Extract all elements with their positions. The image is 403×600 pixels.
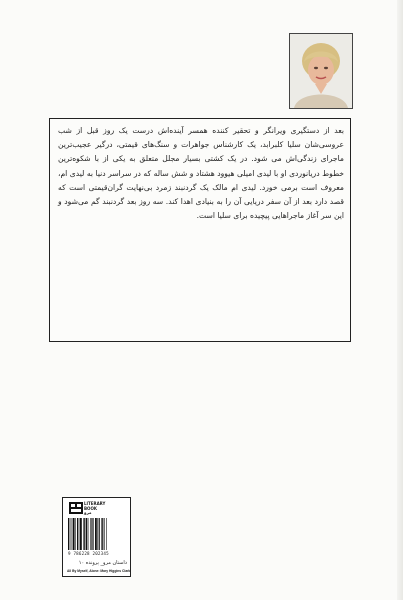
barcode-icon	[68, 518, 125, 550]
page-edge	[397, 0, 403, 600]
synopsis-text: بعد از دستگیری ویرانگر و تحقیر کننده همسر آینده‌اش درست یک روز قبل از شب عروسی‌شان سلیا کلبرابد، یک کارشناس جواهرات و سنگ‌های قیمتی، درگیر عجیب‌ترین ماجرای زندگی‌اش می شود. در یک کشتی بسیار مجلل متعلق به یکی از با شکوه‌ترین خطوط دریانوردی او با لیدی امیلی هیوود هشتاد و شش ساله که در سراسر دنیا به لیدی ام، معروف است برمی خورد. لیدی ام مالک یک گردنبند زمرد بی‌نهایت گران‌قیمتی است که قصد دارد بعد از آن سفر دریایی آن را به بنیادی اهدا کند. سه روز بعد گردنبند گم می‌شود و این سر آغاز ماجراهایی پیچیده برای سلیا است.	[58, 126, 344, 221]
author-photo	[289, 33, 353, 109]
publisher-label: LITERARY BOOK مرو	[84, 501, 106, 516]
series-label: داستان مرو_ پرونده ۱۰	[78, 560, 127, 566]
author-portrait-icon	[290, 34, 352, 108]
isbn-digits: 9 786228 202345	[68, 551, 109, 556]
english-title: All By Myself, Alone: Mary Higgins Clark	[67, 569, 131, 573]
publisher-logo-icon	[69, 502, 83, 514]
synopsis-box	[49, 118, 351, 342]
barcode-block	[62, 497, 131, 577]
